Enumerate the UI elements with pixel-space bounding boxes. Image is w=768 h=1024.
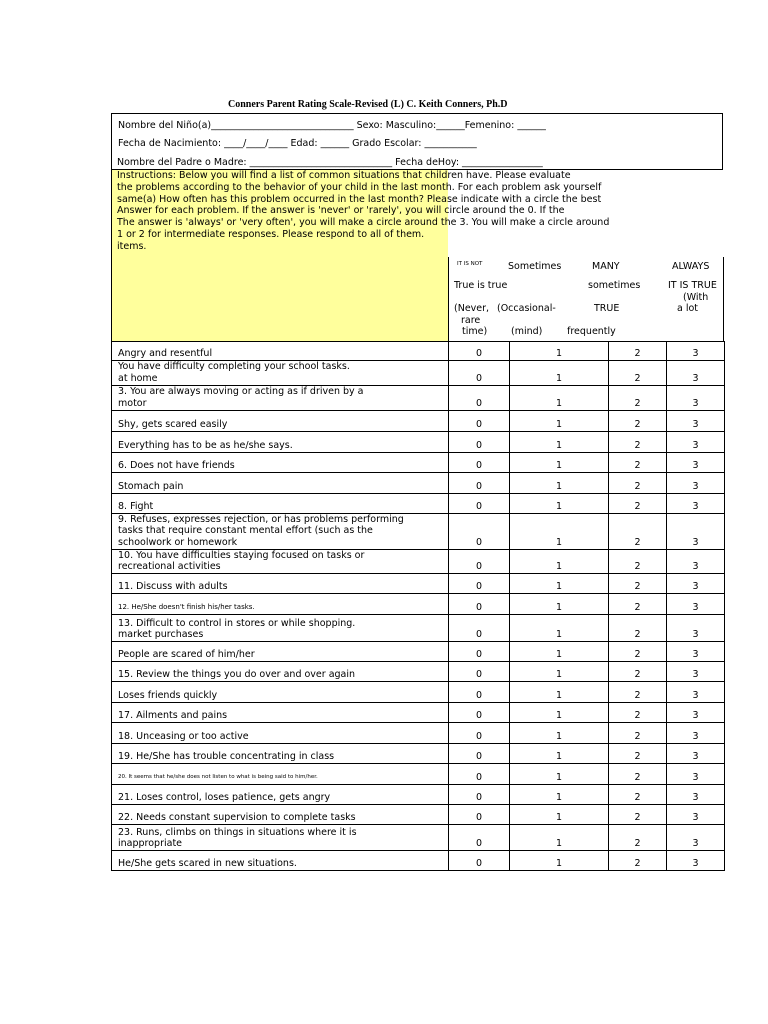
score-option-2[interactable]: 2 (609, 805, 667, 825)
score-option-2[interactable]: 2 (609, 361, 667, 386)
table-row (112, 723, 725, 744)
score-option-0[interactable]: 0 (449, 386, 510, 411)
score-option-3[interactable]: 3 (667, 662, 725, 682)
score-option-2[interactable]: 2 (609, 744, 667, 764)
score-option-1[interactable]: 1 (510, 432, 609, 453)
table-row (112, 851, 725, 871)
score-option-3[interactable]: 3 (667, 574, 725, 594)
table-row (112, 453, 725, 473)
instruction-line: the problems according to the behavior of your child in the last month. For each problem ask yourself (117, 181, 602, 193)
table-row (112, 361, 725, 386)
score-option-2[interactable]: 2 (609, 682, 667, 703)
table-row (112, 785, 725, 805)
item-text: 9. Refuses, expresses rejection, or has problems performing tasks that require constant mental effort (such as the schoolwork or homework (112, 514, 449, 550)
item-text: Loses friends quickly (112, 682, 449, 703)
item-text: People are scared of him/her (112, 642, 449, 662)
table-row (112, 432, 725, 453)
score-option-2[interactable]: 2 (609, 342, 667, 361)
score-option-0[interactable]: 0 (449, 473, 510, 494)
score-option-1[interactable]: 1 (510, 825, 609, 851)
table-row (112, 825, 725, 851)
col3-l4: a lot (677, 303, 699, 314)
col0-l5: time) (462, 326, 488, 337)
score-option-1[interactable]: 1 (510, 851, 609, 871)
col0-mid: True is true (454, 280, 508, 291)
item-text: 19. He/She has trouble concentrating in class (112, 744, 449, 764)
score-option-3[interactable]: 3 (667, 764, 725, 785)
score-option-1[interactable]: 1 (510, 453, 609, 473)
col2-l5: frequently (567, 326, 616, 337)
score-option-1[interactable]: 1 (510, 615, 609, 642)
score-option-3[interactable]: 3 (667, 642, 725, 662)
score-option-0[interactable]: 0 (449, 411, 510, 432)
score-option-0[interactable]: 0 (449, 594, 510, 615)
score-option-2[interactable]: 2 (609, 723, 667, 744)
table-row (112, 642, 725, 662)
table-row (112, 386, 725, 411)
item-text: 23. Runs, climbs on things in situations where it is inappropriate (112, 825, 449, 851)
item-text: 22. Needs constant supervision to complete tasks (112, 805, 449, 825)
score-option-0[interactable]: 0 (449, 764, 510, 785)
score-option-3[interactable]: 3 (667, 723, 725, 744)
score-option-2[interactable]: 2 (609, 825, 667, 851)
table-row (112, 574, 725, 594)
score-option-3[interactable]: 3 (667, 361, 725, 386)
response-column-headers (448, 257, 724, 341)
score-option-0[interactable]: 0 (449, 574, 510, 594)
score-option-1[interactable]: 1 (510, 785, 609, 805)
score-option-3[interactable]: 3 (667, 594, 725, 615)
table-row (112, 411, 725, 432)
item-text: 20. It seems that he/she does not listen to what is being said to him/her. (112, 764, 449, 785)
item-text: Shy, gets scared easily (112, 411, 449, 432)
col3-top: ALWAYS (672, 261, 710, 272)
table-row (112, 594, 725, 615)
score-option-3[interactable]: 3 (667, 411, 725, 432)
table-row (112, 494, 725, 514)
score-option-1[interactable]: 1 (510, 473, 609, 494)
score-option-0[interactable]: 0 (449, 723, 510, 744)
score-option-0[interactable]: 0 (449, 615, 510, 642)
score-option-2[interactable]: 2 (609, 549, 667, 574)
score-option-0[interactable]: 0 (449, 851, 510, 871)
score-option-0[interactable]: 0 (449, 682, 510, 703)
score-option-0[interactable]: 0 (449, 342, 510, 361)
score-option-0[interactable]: 0 (449, 805, 510, 825)
col3-l3: (With (683, 292, 709, 303)
form-title: Conners Parent Rating Scale-Revised (L) C. Keith Conners, Ph.D (228, 99, 508, 110)
score-option-1[interactable]: 1 (510, 594, 609, 615)
score-option-0[interactable]: 0 (449, 549, 510, 574)
item-text: 21. Loses control, loses patience, gets angry (112, 785, 449, 805)
col2-top: MANY (592, 261, 620, 272)
score-option-1[interactable]: 1 (510, 549, 609, 574)
score-option-3[interactable]: 3 (667, 453, 725, 473)
table-row (112, 514, 725, 550)
col0-top: IT IS NOT (457, 261, 483, 267)
score-option-3[interactable]: 3 (667, 549, 725, 574)
score-option-2[interactable]: 2 (609, 764, 667, 785)
score-option-0[interactable]: 0 (449, 744, 510, 764)
instruction-line: 1 or 2 for intermediate responses. Please respond to all of them. (117, 228, 425, 240)
score-option-1[interactable]: 1 (510, 411, 609, 432)
item-text: 17. Ailments and pains (112, 703, 449, 723)
table-row (112, 473, 725, 494)
col1-l3: (Occasional- (497, 303, 556, 314)
item-text: 6. Does not have friends (112, 453, 449, 473)
item-text: 12. He/She doesn't finish his/her tasks. (112, 594, 449, 615)
item-text: He/She gets scared in new situations. (112, 851, 449, 871)
table-row (112, 615, 725, 642)
score-option-1[interactable]: 1 (510, 386, 609, 411)
item-text: 3. You are always moving or acting as if driven by a motor (112, 386, 449, 411)
score-option-1[interactable]: 1 (510, 682, 609, 703)
score-option-0[interactable]: 0 (449, 432, 510, 453)
col2-l3: TRUE (594, 303, 620, 314)
score-option-1[interactable]: 1 (510, 744, 609, 764)
item-text: Everything has to be as he/she says. (112, 432, 449, 453)
score-option-0[interactable]: 0 (449, 703, 510, 723)
item-text: You have difficulty completing your school tasks. at home (112, 361, 449, 386)
col2-mid: sometimes (588, 280, 641, 291)
table-row (112, 764, 725, 785)
table-row (112, 662, 725, 682)
item-text: 10. You have difficulties staying focused on tasks or recreational activities (112, 549, 449, 574)
score-option-3[interactable]: 3 (667, 473, 725, 494)
item-text: Angry and resentful (112, 342, 449, 361)
score-option-2[interactable]: 2 (609, 642, 667, 662)
score-option-2[interactable]: 2 (609, 851, 667, 871)
score-option-3[interactable]: 3 (667, 514, 725, 550)
score-option-2[interactable]: 2 (609, 386, 667, 411)
item-text: 13. Difficult to control in stores or while shopping. market purchases (112, 615, 449, 642)
score-option-2[interactable]: 2 (609, 703, 667, 723)
col3-mid: IT IS TRUE (668, 280, 717, 291)
col0-l4: rare (461, 315, 481, 326)
score-option-1[interactable]: 1 (510, 361, 609, 386)
score-option-1[interactable]: 1 (510, 764, 609, 785)
table-row (112, 744, 725, 764)
score-option-3[interactable]: 3 (667, 703, 725, 723)
score-option-3[interactable]: 3 (667, 805, 725, 825)
col1-l5: (mind) (511, 326, 543, 337)
score-option-3[interactable]: 3 (667, 386, 725, 411)
score-option-2[interactable]: 2 (609, 411, 667, 432)
child-name-line[interactable]: Nombre del Niño(a)______________________________ Sexo: Masculino:______Femenino: ______ (118, 120, 546, 131)
instruction-line: same(a) How often has this problem occurred in the last month? Please indicate with a circle the best (117, 193, 602, 205)
score-option-2[interactable]: 2 (609, 494, 667, 514)
table-row (112, 342, 725, 361)
score-option-1[interactable]: 1 (510, 642, 609, 662)
instruction-line: items. (117, 240, 147, 252)
item-text: 11. Discuss with adults (112, 574, 449, 594)
table-row (112, 549, 725, 574)
table-row (112, 682, 725, 703)
score-option-2[interactable]: 2 (609, 453, 667, 473)
score-option-2[interactable]: 2 (609, 514, 667, 550)
col1-top: Sometimes (508, 261, 562, 272)
score-option-1[interactable]: 1 (510, 494, 609, 514)
score-option-1[interactable]: 1 (510, 514, 609, 550)
score-option-1[interactable]: 1 (510, 342, 609, 361)
table-row (112, 703, 725, 723)
score-option-3[interactable]: 3 (667, 432, 725, 453)
score-option-0[interactable]: 0 (449, 453, 510, 473)
item-text: 18. Unceasing or too active (112, 723, 449, 744)
score-option-3[interactable]: 3 (667, 744, 725, 764)
score-option-0[interactable]: 0 (449, 642, 510, 662)
score-option-3[interactable]: 3 (667, 494, 725, 514)
score-option-3[interactable]: 3 (667, 785, 725, 805)
score-option-0[interactable]: 0 (449, 825, 510, 851)
col0-l3: (Never, (454, 303, 490, 314)
instruction-line: The answer is 'always' or 'very often', you will make a circle around the 3. You will make a circle around (117, 217, 610, 229)
table-row (112, 805, 725, 825)
score-option-0[interactable]: 0 (449, 361, 510, 386)
score-option-2[interactable]: 2 (609, 574, 667, 594)
birth-date-line[interactable]: Fecha de Nacimiento: ____/____/____ Edad: ______ Grado Escolar: ___________ (118, 138, 477, 149)
score-option-3[interactable]: 3 (667, 342, 725, 361)
score-option-2[interactable]: 2 (609, 473, 667, 494)
item-text: Stomach pain (112, 473, 449, 494)
instructions-text (117, 170, 677, 253)
score-option-0[interactable]: 0 (449, 662, 510, 682)
score-option-1[interactable]: 1 (510, 805, 609, 825)
score-option-3[interactable]: 3 (667, 615, 725, 642)
score-option-2[interactable]: 2 (609, 785, 667, 805)
score-option-2[interactable]: 2 (609, 615, 667, 642)
score-option-2[interactable]: 2 (609, 662, 667, 682)
item-text: 15. Review the things you do over and over again (112, 662, 449, 682)
score-option-1[interactable]: 1 (510, 574, 609, 594)
score-option-0[interactable]: 0 (449, 785, 510, 805)
score-option-1[interactable]: 1 (510, 723, 609, 744)
score-option-3[interactable]: 3 (667, 825, 725, 851)
item-text: 8. Fight (112, 494, 449, 514)
score-option-2[interactable]: 2 (609, 594, 667, 615)
score-option-0[interactable]: 0 (449, 514, 510, 550)
score-option-3[interactable]: 3 (667, 851, 725, 871)
rating-table (111, 341, 725, 871)
score-option-3[interactable]: 3 (667, 682, 725, 703)
parent-name-line[interactable]: Nombre del Padre o Madre: ______________________________ Fecha deHoy: _________________ (117, 157, 543, 168)
score-option-1[interactable]: 1 (510, 662, 609, 682)
instruction-line: Answer for each problem. If the answer is 'never' or 'rarely', you will circle around the 0. If the (117, 205, 565, 217)
score-option-1[interactable]: 1 (510, 703, 609, 723)
score-option-2[interactable]: 2 (609, 432, 667, 453)
instruction-line: Instructions: Below you will find a list of common situations that children have. Please evaluate (117, 170, 571, 181)
score-option-0[interactable]: 0 (449, 494, 510, 514)
